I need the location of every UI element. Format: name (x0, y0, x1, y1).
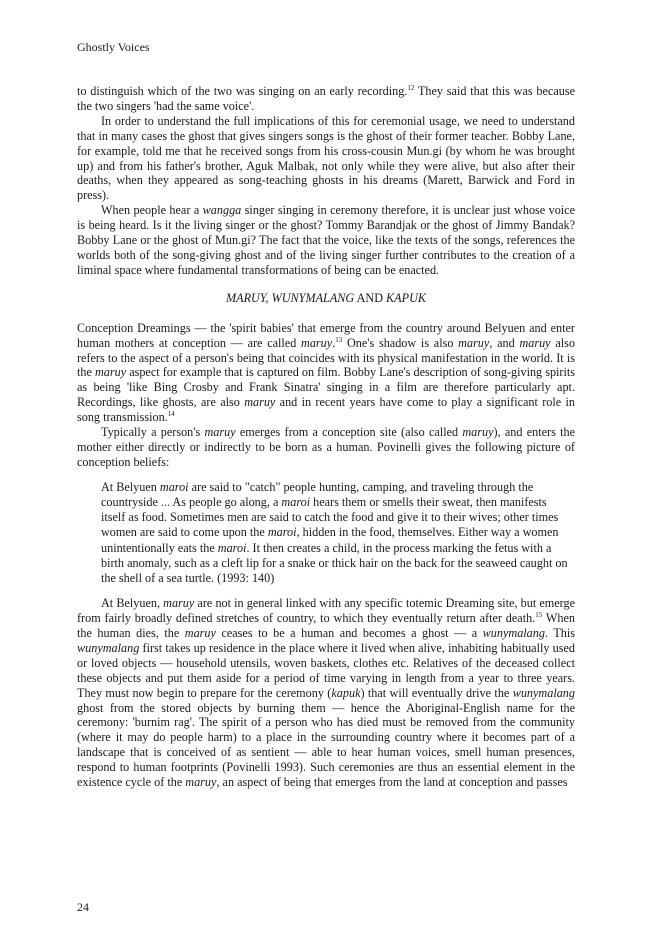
footnote-ref: 12 (407, 83, 415, 92)
running-header: Ghostly Voices (77, 40, 150, 54)
footnote-ref: 13 (335, 335, 343, 344)
section-heading: MARUY, WUNYMALANG AND KAPUK (226, 290, 426, 305)
paragraph: When people hear a wangga singer singing in ceremony therefore, it is unclear just whose voice is being heard. Is it the living singer or the ghost? Tommy Barandjak or the ghost of Jimmy Bandak? Bobby Lane or the ghost of Mun.gi? The fact that the voice, like the texts of the songs, references the worlds both of the song-giving ghost and of the living singer further contributes to the creation of a liminal space where fundamental transformations of being can be enacted. (77, 203, 576, 277)
paragraph: At Belyuen, maruy are not in general linked with any specific totemic Dreaming site, but emerge from fairly broadly defined stretches of country, to which they eventually return after death.$^{15}$ When the human dies, the maruy ceases to be a human and becomes a ghost — a wunymalang. This wunymalang first takes up residence in the place where it lived when alive, inhabiting habitually used or loved objects — household utensils, woven baskets, clothes etc. Relatives of the deceased collect these objects and put them aside for a period of time varying in length from a year to three years. They must now begin to prepare for the ceremony (kapuk) that will eventually drive the wunymalang ghost from the stored objects by burning them — hence the Aboriginal-English name for the ceremony: 'burnim rag'. The spirit of a person who has died must be removed from the community (where it may do people harm) to a place in the surrounding country where it becomes part of a landscape that is conceived of as sentient — able to hear human voices, smell human presences, respond to human footprints (Povinelli 1993). Such ceremonies are thus an essential element in the existence cycle of the maruy, an aspect of being that emerges from the land at conception and passes (77, 596, 575, 790)
paragraph: Typically a person's maruy emerges from a conception site (also called maruy), and enters the mother either directly or indirectly to be born as a human. Povinelli gives the following picture of conception beliefs: (77, 425, 575, 469)
main-text (77, 84, 575, 790)
page-number: 24 (77, 900, 89, 914)
paragraph: to distinguish which of the two was singing on an early recording.$^{12}$ They said that this was because the two singers 'had the same voice'. (77, 83, 575, 113)
footnote-ref: 15 (535, 611, 543, 620)
block-quote: At Belyuen maroi are said to "catch" people hunting, camping, and traveling through the countryside ... As people go along, a maroi hears them or smells their sweat, then manifests itself as food. Sometimes men are said to catch the food and give it to their wives; other times women are said to come upon the maroi, hidden in the food, themselves. Either way a women unintentionally eats the maroi. It then creates a child, in the process marking the fetus with a birth anomaly, such as a cleft lip for a snake or thick hair on the back for the seaweed caught on the shell of a sea turtle. (1993: 140) (101, 479, 568, 585)
footnote-ref: 14 (167, 410, 175, 419)
paragraph: In order to understand the full implications of this for ceremonial usage, we need to understand that in many cases the ghost that gives singers songs is the ghost of their former teacher. Bobby Lane, for example, told me that he received songs from his cross-cousin Mun.gi (by whom he was brought up) and from his father's brother, Aguk Malbak, not only while they were alive, but also after their deaths, when they appeared as song-teaching ghosts in his dreams (Marett, Barwick and Ford in press). (77, 113, 575, 203)
paragraph: Conception Dreamings — the 'spirit babies' that emerge from the country around Belyuen and enter human mothers at conception — are called maruy.$^{13}$ One's shadow is also maruy, and maruy also refers to the aspect of a person's being that coincides with its physical manifestation in the world. It is the maruy aspect for example that is captured on film. Bobby Lane's description of song-giving spirits as being 'like Bing Crosby and Frank Sinatra' singing in a film are therefore particularly apt. Recordings, like ghosts, are also maruy and in recent years have come to play a significant role in song transmission.$^{14}$ (77, 320, 576, 425)
